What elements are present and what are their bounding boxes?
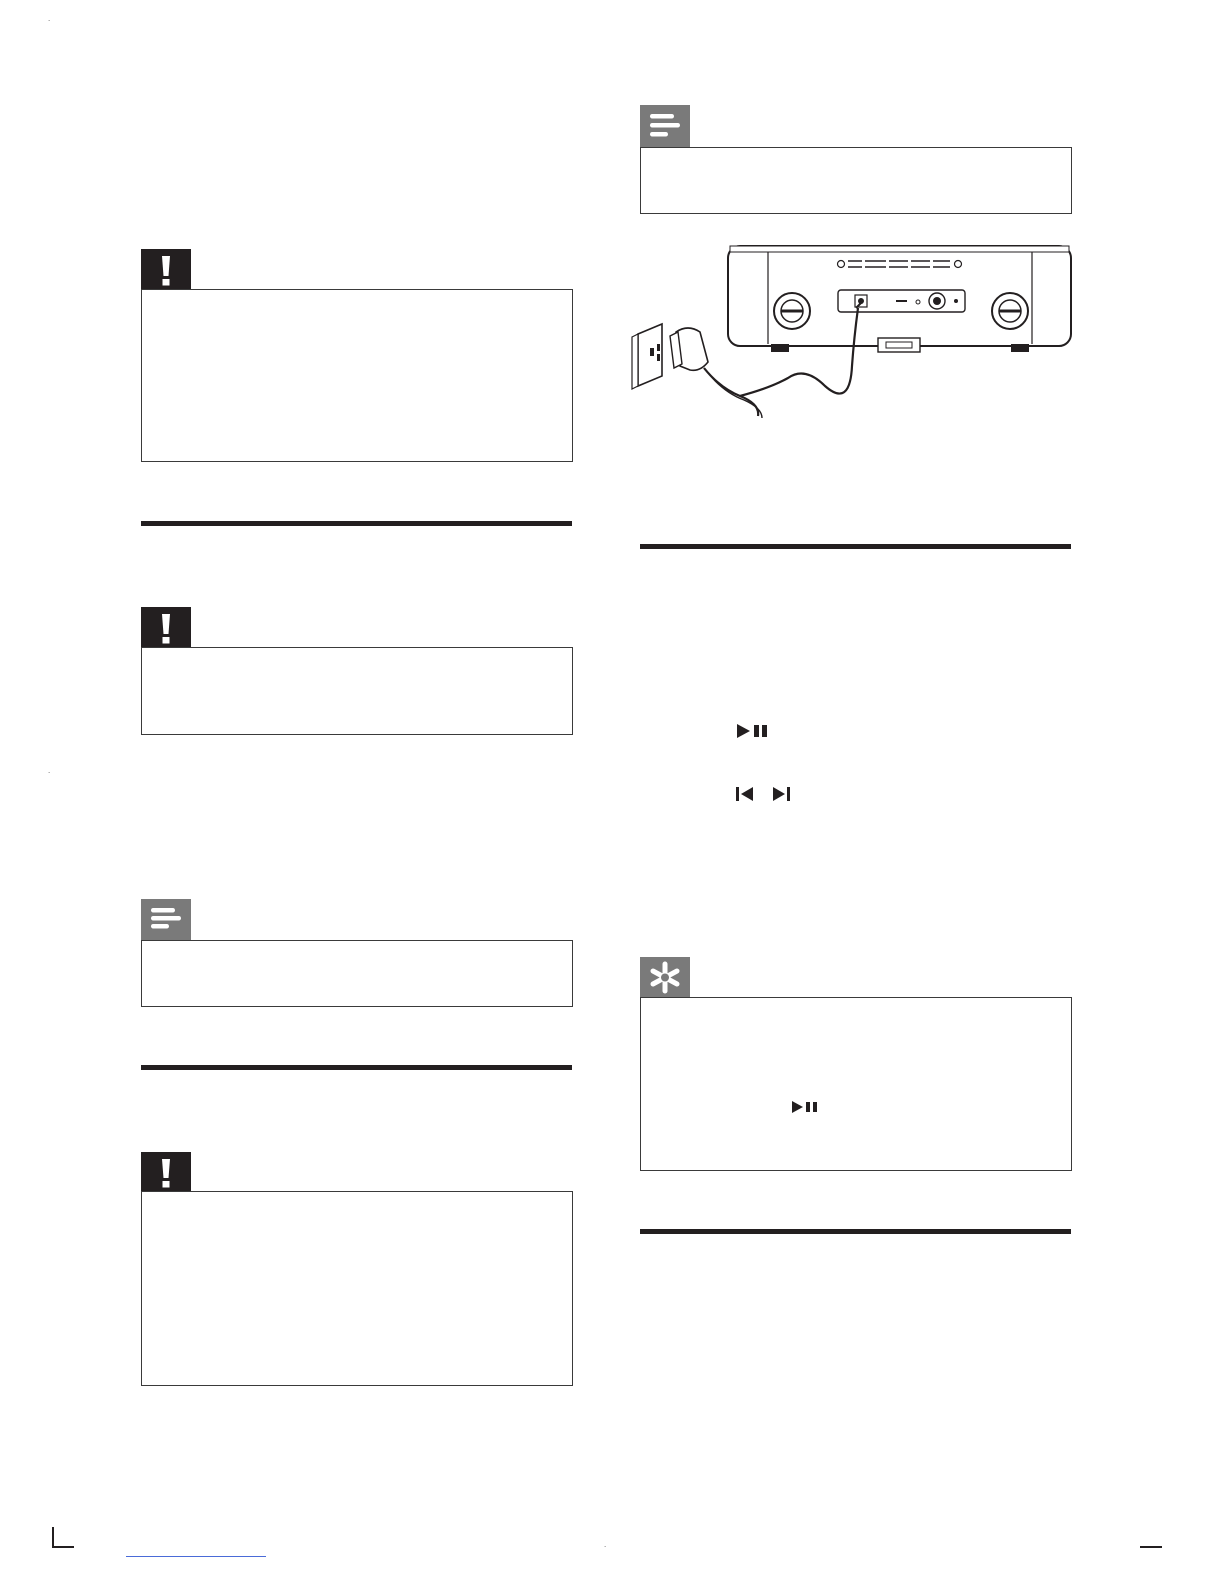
play-pause-icon [735, 722, 771, 745]
note-lines-icon [640, 105, 690, 148]
caution-box [141, 647, 573, 735]
unit-rear-power-adapter-connection [630, 238, 1080, 428]
crop-mark [1140, 1546, 1162, 1548]
caution-tab [141, 607, 191, 648]
crop-mark [52, 1546, 74, 1548]
previous-icon [735, 785, 755, 808]
exclamation-icon [141, 249, 191, 290]
note-tab [640, 105, 690, 148]
note-box [640, 147, 1072, 214]
section-rule [640, 1229, 1071, 1234]
crop-mark [52, 1527, 54, 1547]
exclamation-icon [141, 1152, 191, 1192]
tip-box [640, 997, 1072, 1171]
section-rule [141, 521, 572, 526]
play-pause-icon [791, 1099, 821, 1120]
exclamation-icon [141, 607, 191, 648]
caution-box [141, 289, 573, 462]
next-icon [771, 785, 791, 808]
section-rule [640, 544, 1071, 549]
print-mark: . [48, 14, 51, 23]
footer-link-underline [126, 1556, 266, 1557]
note-box [141, 940, 573, 1007]
caution-box [141, 1191, 573, 1386]
caution-tab [141, 1152, 191, 1192]
print-mark: . [604, 1540, 607, 1549]
caution-tab [141, 249, 191, 290]
section-rule [141, 1065, 572, 1070]
note-lines-icon [141, 899, 191, 941]
tip-tab [640, 957, 690, 998]
asterisk-icon [640, 957, 690, 998]
print-mark: . [48, 766, 51, 775]
note-tab [141, 899, 191, 941]
